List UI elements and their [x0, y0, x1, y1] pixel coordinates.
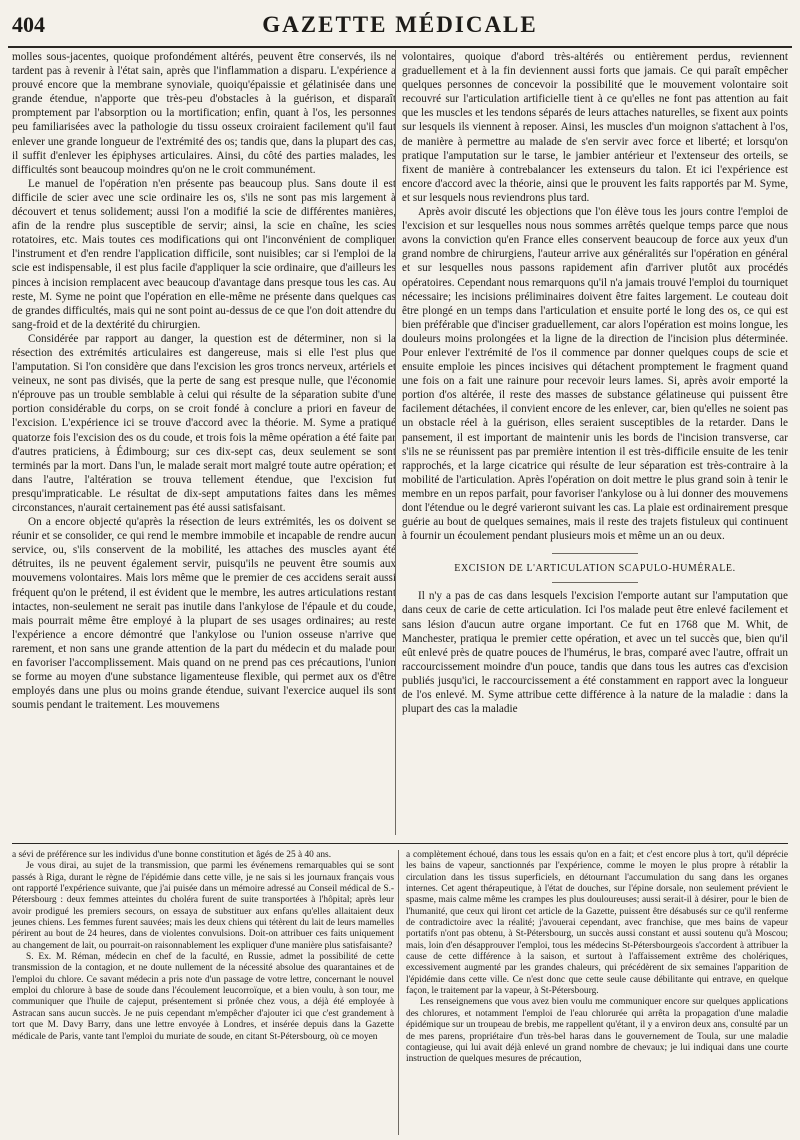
paragraph: Il n'y a pas de cas dans lesquels l'excision l'emporte autant sur l'amputation que dans ceux de carie de cette articulation. Ici l'os malade peut être enlevé facilement et sans lésion d'aucun autre organe important. Ce fut en 1768 que M. Whit, de Manchester, pratiqua le premier cette opération, et avec un tel succès que, bien qu'il eût enlevé près de quatre pouces de l'humérus, le bras, comparé avec l'autre, offrait un raccourcissement moindre d'un pouce, tandis que dans tous les autres cas d'excision publiés jusqu'ici, le raccourcissement a été constamment en rapport avec la longueur de l'os enlevé. M. Syme attribue cette différence à la nature de la maladie : dans la plupart des cas la maladie: [402, 590, 788, 716]
footnote-paragraph: S. Ex. M. Réman, médecin en chef de la faculté, en Russie, admet la possibilité de cette transmission de la contagion, et ne doute nullement de la nécessité absolue des quarantaines et de l'emploi du chlore. Ce savant médecin a pris note d'un passage de votre lettre, concernant le nouvel emploi du chlorure à base de soude dans l'écoulement leucorroïque, et a bien voulu, à son tour, me communiquer que l'huile de cajeput, présentement si prônée chez vous, a déjà été employée à Astracan sans aucun succès. Je ne puis cependant m'empêcher d'ajouter ici que c'est grandement à tort que M. Davy Barry, dans une lettre envoyée à Londres, et insérée depuis dans la Gazette médicale de Paris, vante tant l'emploi du muriate de soude, en citant St-Pétersbourg, où ce moyen: [12, 952, 394, 1042]
page-number: 404: [12, 12, 45, 37]
footnote-paragraph: a sévi de préférence sur les individus d'une bonne constitution et âgés de 25 à 40 ans.: [12, 850, 332, 860]
footnote-right-column: [406, 850, 788, 1066]
paragraph: On a encore objecté qu'après la résection de leurs extrémités, les os doivent se réunir et se consolider, ce qui rend le membre immobile et incapable de rendre aucun service, ou, s'ils conservent de la mobilité, les attaches des muscles ayant été détruites, ils ne peuvent également servir, puisqu'ils ne peuvent être soumis aux mouvemens volontaires. Mais lors même que le premier de ces accidens serait aussi fréquent qu'on le prétend, il est évident que le membre, les autres articulations restant intactes, non-seulement ne serait pas inutile dans l'ankylose de l'épaule et du coude, mais pourrait même être employé à la plupart de ses usages ordinaires; au reste l'expérience a encore démontré que l'ankylose ou l'union osseuse n'arrive que rarement, et non sans une grande attention de la part du médecin et du malade pour en favoriser l'accomplissement. Mais quand on ne prend pas ces précautions, l'union se forme au moyen d'une substance ligamenteuse flexible, qui permet aux os d'être employés dans une plus ou moins grande étendue, suivant l'exercice auquel ils sont soumis pendant le traitement. Les mouvemens: [12, 516, 396, 712]
journal-title: GAZETTE MÉDICALE: [262, 12, 538, 37]
footnote-paragraph: a complètement échoué, dans tous les essais qu'on en a fait; et c'est encore plus à tort, qu'il déprécie les bains de vapeur, sanctionnés par l'expérience, comme le moyen le plus propre à rétablir la circulation dans les tissus superficiels, en détournant l'accumulation du sang dans les organes internes. Cet agent thérapeutique, à l'état de douches, sur l'épine dorsale, non seulement prévient le spasme, mais calme même les crampes les plus douloureuses; aussi serait-il à désirer, pour le bien de l'humanité, que ceux qui liront cet article de la Gazette, puissent être désabusés sur ce qu'il renferme de contradictoire avec la réalité; j'avouerai cependant, avec franchise, que mes bains de vapeur portatifs n'ont pas obtenu, à St-Pétersbourg, un succès aussi constant et aussi soutenu qu'à Moscou; mais, loin d'en désapprouver l'emploi, tous les médecins St-Pétersbourgeois s'accordent à attribuer la cause de cette différence à la saison, et surtout à l'affaissement extrême des cholériques, excessivement augmenté par les grandes chaleurs, qui précédèrent de six semaines l'apparition de l'épidémie dans cette ville. Ce n'est donc que cette seule cause débilitante qui entrave, en quelque façon, le traitement par la vapeur, à St-Pétersbourg.: [406, 850, 788, 997]
left-column: [12, 50, 396, 712]
paragraph: volontaires, quoique d'abord très-altérés ou entièrement perdus, reviennent graduellement et à la fin deviennent aussi forts que jamais. Ce qui paraît empêcher quelques personnes de concevoir la possibilité que le mouvement volontaire soit recouvré sur l'articulation artificielle tient à ce qu'elles ne font pas attention au fait que les muscles et les tendons séparés de leurs attaches naturelles, se fixent aux points sur lesquels ils viennent à reposer. Ainsi, les muscles d'un moignon s'attachent à l'os, de manière à permettre au malade de s'en servir avec force et liberté; et lorsqu'on pratique l'amputation sur le tarse, le jambier antérieur et l'extenseur des orteils, se fixent de manière à contrebalancer les extenseurs du talon. Et ici l'expérience est encore d'accord avec la théorie, ainsi que le prouvent les faits rapportés par M. Syme, et sur lesquels nous reviendrons plus tard.: [402, 51, 788, 204]
section-heading: [402, 553, 788, 583]
footnote-paragraph: Les renseignemens que vous avez bien voulu me communiquer encore sur quelques applications des chlorures, et notamment l'emploi de l'eau chlorurée qui arrêta la propagation d'une maladie épidémique sur un troupeau de brebis, me rappellent qu'étant, il y a environ deux ans, consulté par un de mes parens, propriétaire d'un très-bel haras dans le gouvernement de Toula, sur une maladie contagieuse, qui lui avait déjà enlevé un grand nombre de chevaux; je lui indiquai dans une courte instruction de quelques mesures de précaution,: [406, 997, 788, 1065]
paragraph: Après avoir discuté les objections que l'on élève tous les jours contre l'emploi de l'excision et sur lesquelles nous nous sommes arrêtés quelque temps parce que nous avons la conviction qu'en France elles conservent beaucoup de force aux yeux d'un grand nombre de chirurgiens, l'auteur arrive aux généralités sur l'opération en général et sur lesquelles nous passons rapidement afin d'arriver plutôt aux procédés opératoires. Cependant nous remarquons qu'il n'a jamais trouvé l'emploi du tourniquet nécessaire; les incisions préliminaires doivent être faites largement. Le couteau doit être plongé en un temps dans l'articulation et ensuite porté le long des os, ce qui est bien préférable que d'inciser graduellement, car alors l'opération est moins longue, les douleurs moins prolongées et la ligne de la direction de l'incision plus déterminée. Pour enlever l'extrémité de l'os il commence par donner quelques coups de scie et ensuite emploie les pinces incisives qui détachent promptement le fragment quand une fois on a fait une rainure pour recevoir leurs lames. Si, après avoir emporté la portion d'os altérée, il reste des masses de substance gélatineuse qui puissent être facilement détachées, il convient encore de les enlever, car, bien qu'elles ne soient pas un obstacle réel à la guérison, elles seraient susceptibles de la retarder. Dans le pansement, il est important de maintenir unis les bords de l'incision transverse, car s'ils ne se réunissent pas par première intention il est très-difficile ensuite de les tenir rapprochés, et la large cicatrice qui résulte de leur séparation est très-contraire à la mobilité de l'articulation. Après l'opération on doit mettre le plus grand soin à tenir le membre en un repos parfait, pour favoriser l'ankylose ou à lui donner des mouvemens dont l'étendue ou le degré varieront suivant les cas. La plaie est ordinairement presque guérie au bout de quelques semaines, mais il reste des trajets fistuleux qui continuent à fournir un écoulement pendant plusieurs mois et même un an ou deux.: [402, 206, 788, 543]
footnote-left-column: [12, 850, 394, 1043]
paragraph: Le manuel de l'opération n'en présente pas beaucoup plus. Sans doute il est difficile de scier avec une scie ordinaire les os, s'ils ne sont pas mis largement à découvert et tenus solidement; aussi l'on a modifié la scie de différentes manières, afin de la rendre plus susceptible de servir; ainsi, la scie en chaîne, les scies rotatoires, etc. Mais toutes ces modifications qui ont l'inconvénient de compliquer l'instrument et d'en rendre l'application difficile, sont nuisibles; car si l'emploi de la scie est indispensable, il est plus facile d'appliquer la scie ordinaire, que d'ailleurs les pinces à incision remplacent avec beaucoup d'avantage dans presque tous les cas. Au reste, M. Syme ne point que l'opération en elle-même ne présente dans quelques cas de grandes difficultés, mais qui ne sont point au-dessus de ce que l'on doit attendre du sang-froid et de la dextérité du chirurgien.: [12, 177, 396, 331]
title-rule: [552, 553, 638, 554]
section-heading-text: EXCISION DE L'ARTICULATION SCAPULO-HUMÉRALE.: [454, 563, 736, 575]
footnote-divider: [398, 850, 399, 1135]
page-header: [8, 6, 792, 48]
footnote-rule: [12, 843, 788, 844]
paragraph: molles sous-jacentes, quoique profondément altérés, peuvent être conservés, ils ne tardent pas à revenir à l'état sain, après que l'inflammation a disparu. L'expérience a prouvé encore que la membrane synoviale, quoiqu'épaissie et gélatinisée dans une grande étendue, n'apporte que très-peu d'obstacles à la guérison, et disparaît promptement par l'absorption ou la mortification; enfin, quant à l'os, les personnes peu familiarisées avec la pathologie du tissu osseux croiraient facilement qu'il faut enlever une grande longueur de l'extrémité des os; tandis que, dans la plupart des cas, il suffit d'enlever les épiphyses articulaires. Ainsi, du côté des parties malades, les difficultés sont beaucoup moindres qu'on ne le croit communément.: [12, 51, 396, 176]
paragraph: Considérée par rapport au danger, la question est de déterminer, non si la résection des extrémités articulaires est dangereuse, mais si elle l'est plus que l'amputation. Si l'on considère que dans l'excision les gros troncs nerveux, artériels et veineux, ne sont pas divisés, que la perte de sang est presque nulle, que l'économie n'éprouve pas un trouble semblable à celui qui résulte de la séparation subite d'une portion considérable du corps, on se croit fondé à conclure a priori en faveur de l'excision. L'expérience ici se trouve d'accord avec la théorie. M. Syme a pratiqué quatorze fois l'excision des os du coude, et trois fois la même opération a été faite par d'autres praticiens, à Édimbourg; sur ces dix-sept cas, deux seulement se sont terminés par la mort. Dans l'un, le malade serait mort malgré toute autre opération; et dans l'autre, l'altération se trouva tellement étendue, que l'excision fut presqu'impraticable. Le résultat de dix-sept amputations faites dans les mêmes circonstances, n'aurait certainement pas été aussi satisfaisant.: [12, 332, 396, 514]
title-rule: [552, 582, 638, 583]
column-divider: [395, 50, 396, 835]
footnote-paragraph: Je vous dirai, au sujet de la transmission, que parmi les événemens remarquables qui se sont passés à Riga, durant le règne de l'épidémie dans cette ville, je ne sais si les journaux français vous ont rapporté l'expérience suivante, que j'ai puisée dans un mémoire adressé au Conseil médical de S.-Pétersbourg : deux femmes atteintes du choléra furent de suite transportées à l'hôpital; après leur avoir prodigué les premiers secours, on essaya de substituer aux enfans qu'elles allaitaient deux jeunes chiens. Les femmes furent sauvées; mais les deux chiens qui tétèrent du lait de leurs mamelles périrent au bout de 24 heures, dans de violentes convulsions. Doit-on attribuer ces faits uniquement au changement de lait, ou pourrait-on raisonnablement les expliquer d'une manière plus satisfaisante?: [12, 861, 394, 951]
right-column: [402, 50, 788, 716]
